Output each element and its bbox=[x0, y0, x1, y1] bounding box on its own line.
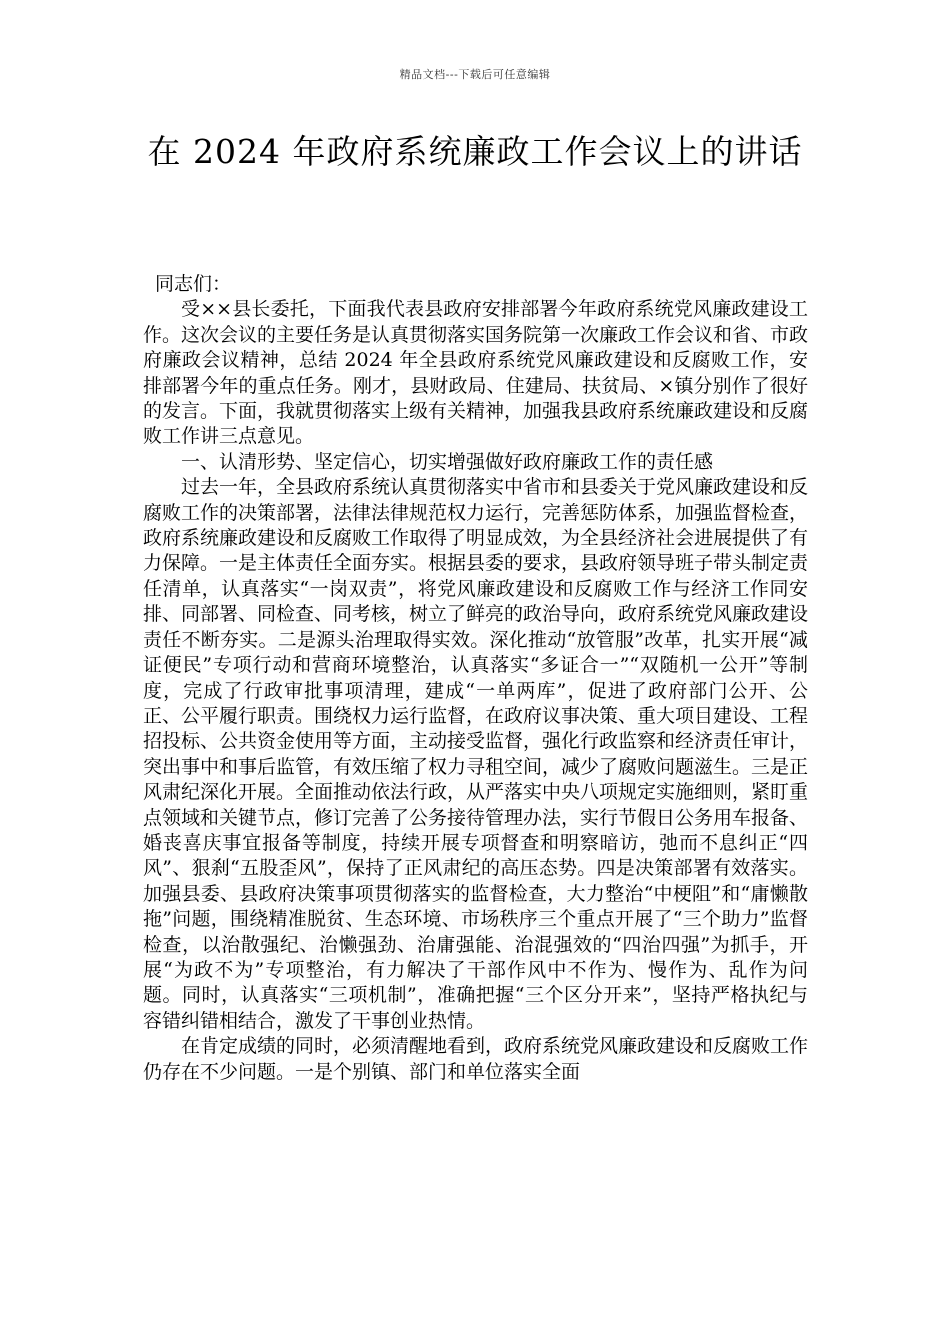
paragraph-intro: 受××县长委托，下面我代表县政府安排部署今年政府系统党风廉政建设工作。这次会议的主要任务是认真贯彻落实国务院第一次廉政工作会议和省、市政府廉政会议精神，总结 2024 年全县政府系统党风廉政建设和反腐败工作，安排部署今年的重点任务。刚才，县财政局、住建局、扶贫局、×镇分别作了很好的发言。下面，我就贯彻落实上级有关精神，加强我县政府系统廉政建设和反腐败工作讲三点意见。 bbox=[143, 298, 809, 448]
document-body bbox=[143, 272, 808, 1085]
header-note: 精品文档---下载后可任意编辑 bbox=[399, 68, 551, 81]
section-heading-1: 一、认清形势、坚定信心，切实增强做好政府廉政工作的责任感 bbox=[181, 450, 714, 473]
document-title: 在 2024 年政府系统廉政工作会议上的讲话 bbox=[147, 132, 803, 171]
paragraph-problems: 在肯定成绩的同时，必须清醒地看到，政府系统党风廉政建设和反腐败工作仍存在不少问题。一是个别镇、部门和单位落实全面 bbox=[143, 1035, 809, 1083]
paragraph-review: 过去一年，全县政府系统认真贯彻落实中省市和县委关于党风廉政建设和反腐败工作的决策部署，法律法律规范权力运行，完善惩防体系，加强监督检查，政府系统廉政建设和反腐败工作取得了明显成效，为全县经济社会进展提供了有力保障。一是主体责任全面夯实。根据县委的要求，县政府领导班子带头制定责任清单，认真落实“一岗双责”，将党风廉政建设和反腐败工作与经济工作同安排、同部署、同检查、同考核，树立了鲜亮的政治导向，政府系统党风廉政建设责任不断夯实。二是源头治理取得实效。深化推动“放管服”改革，扎实开展“减证便民”专项行动和营商环境整治，认真落实“多证合一”“双随机一公开”等制度，完成了行政审批事项清理，建成“一单两库”，促进了政府部门公开、公正、公平履行职责。围绕权力运行监督，在政府议事决策、重大项目建设、工程招投标、公共资金使用等方面，主动接受监督，强化行政监察和经济责任审计，突出事中和事后监管，有效压缩了权力寻租空间，减少了腐败问题滋生。三是正风肃纪深化开展。全面推动依法行政，从严落实中央八项规定实施细则，紧盯重点领域和关键节点，修订完善了公务接待管理办法，实行节假日公务用车报备、婚丧喜庆事宜报备等制度，持续开展专项督查和明察暗访，弛而不息纠正“四风”、狠刹“五股歪风”，保持了正风肃纪的高压态势。四是决策部署有效落实。加强县委、县政府决策事项贯彻落实的监督检查，大力整治“中梗阻”和“庸懒散拖”问题，围绕精准脱贫、生态环境、市场秩序三个重点开展了“三个助力”监督检查，以治散强纪、治懒强劲、治庸强能、治混强效的“四治四强”为抓手，开展“为政不为”专项整治，有力解决了干部作风中不作为、慢作为、乱作为问题。同时，认真落实“三项机制”，准确把握“三个区分开来”，坚持严格执纪与容错纠错相结合，激发了干事创业热情。 bbox=[143, 476, 809, 1032]
salutation: 同志们： bbox=[155, 273, 232, 295]
